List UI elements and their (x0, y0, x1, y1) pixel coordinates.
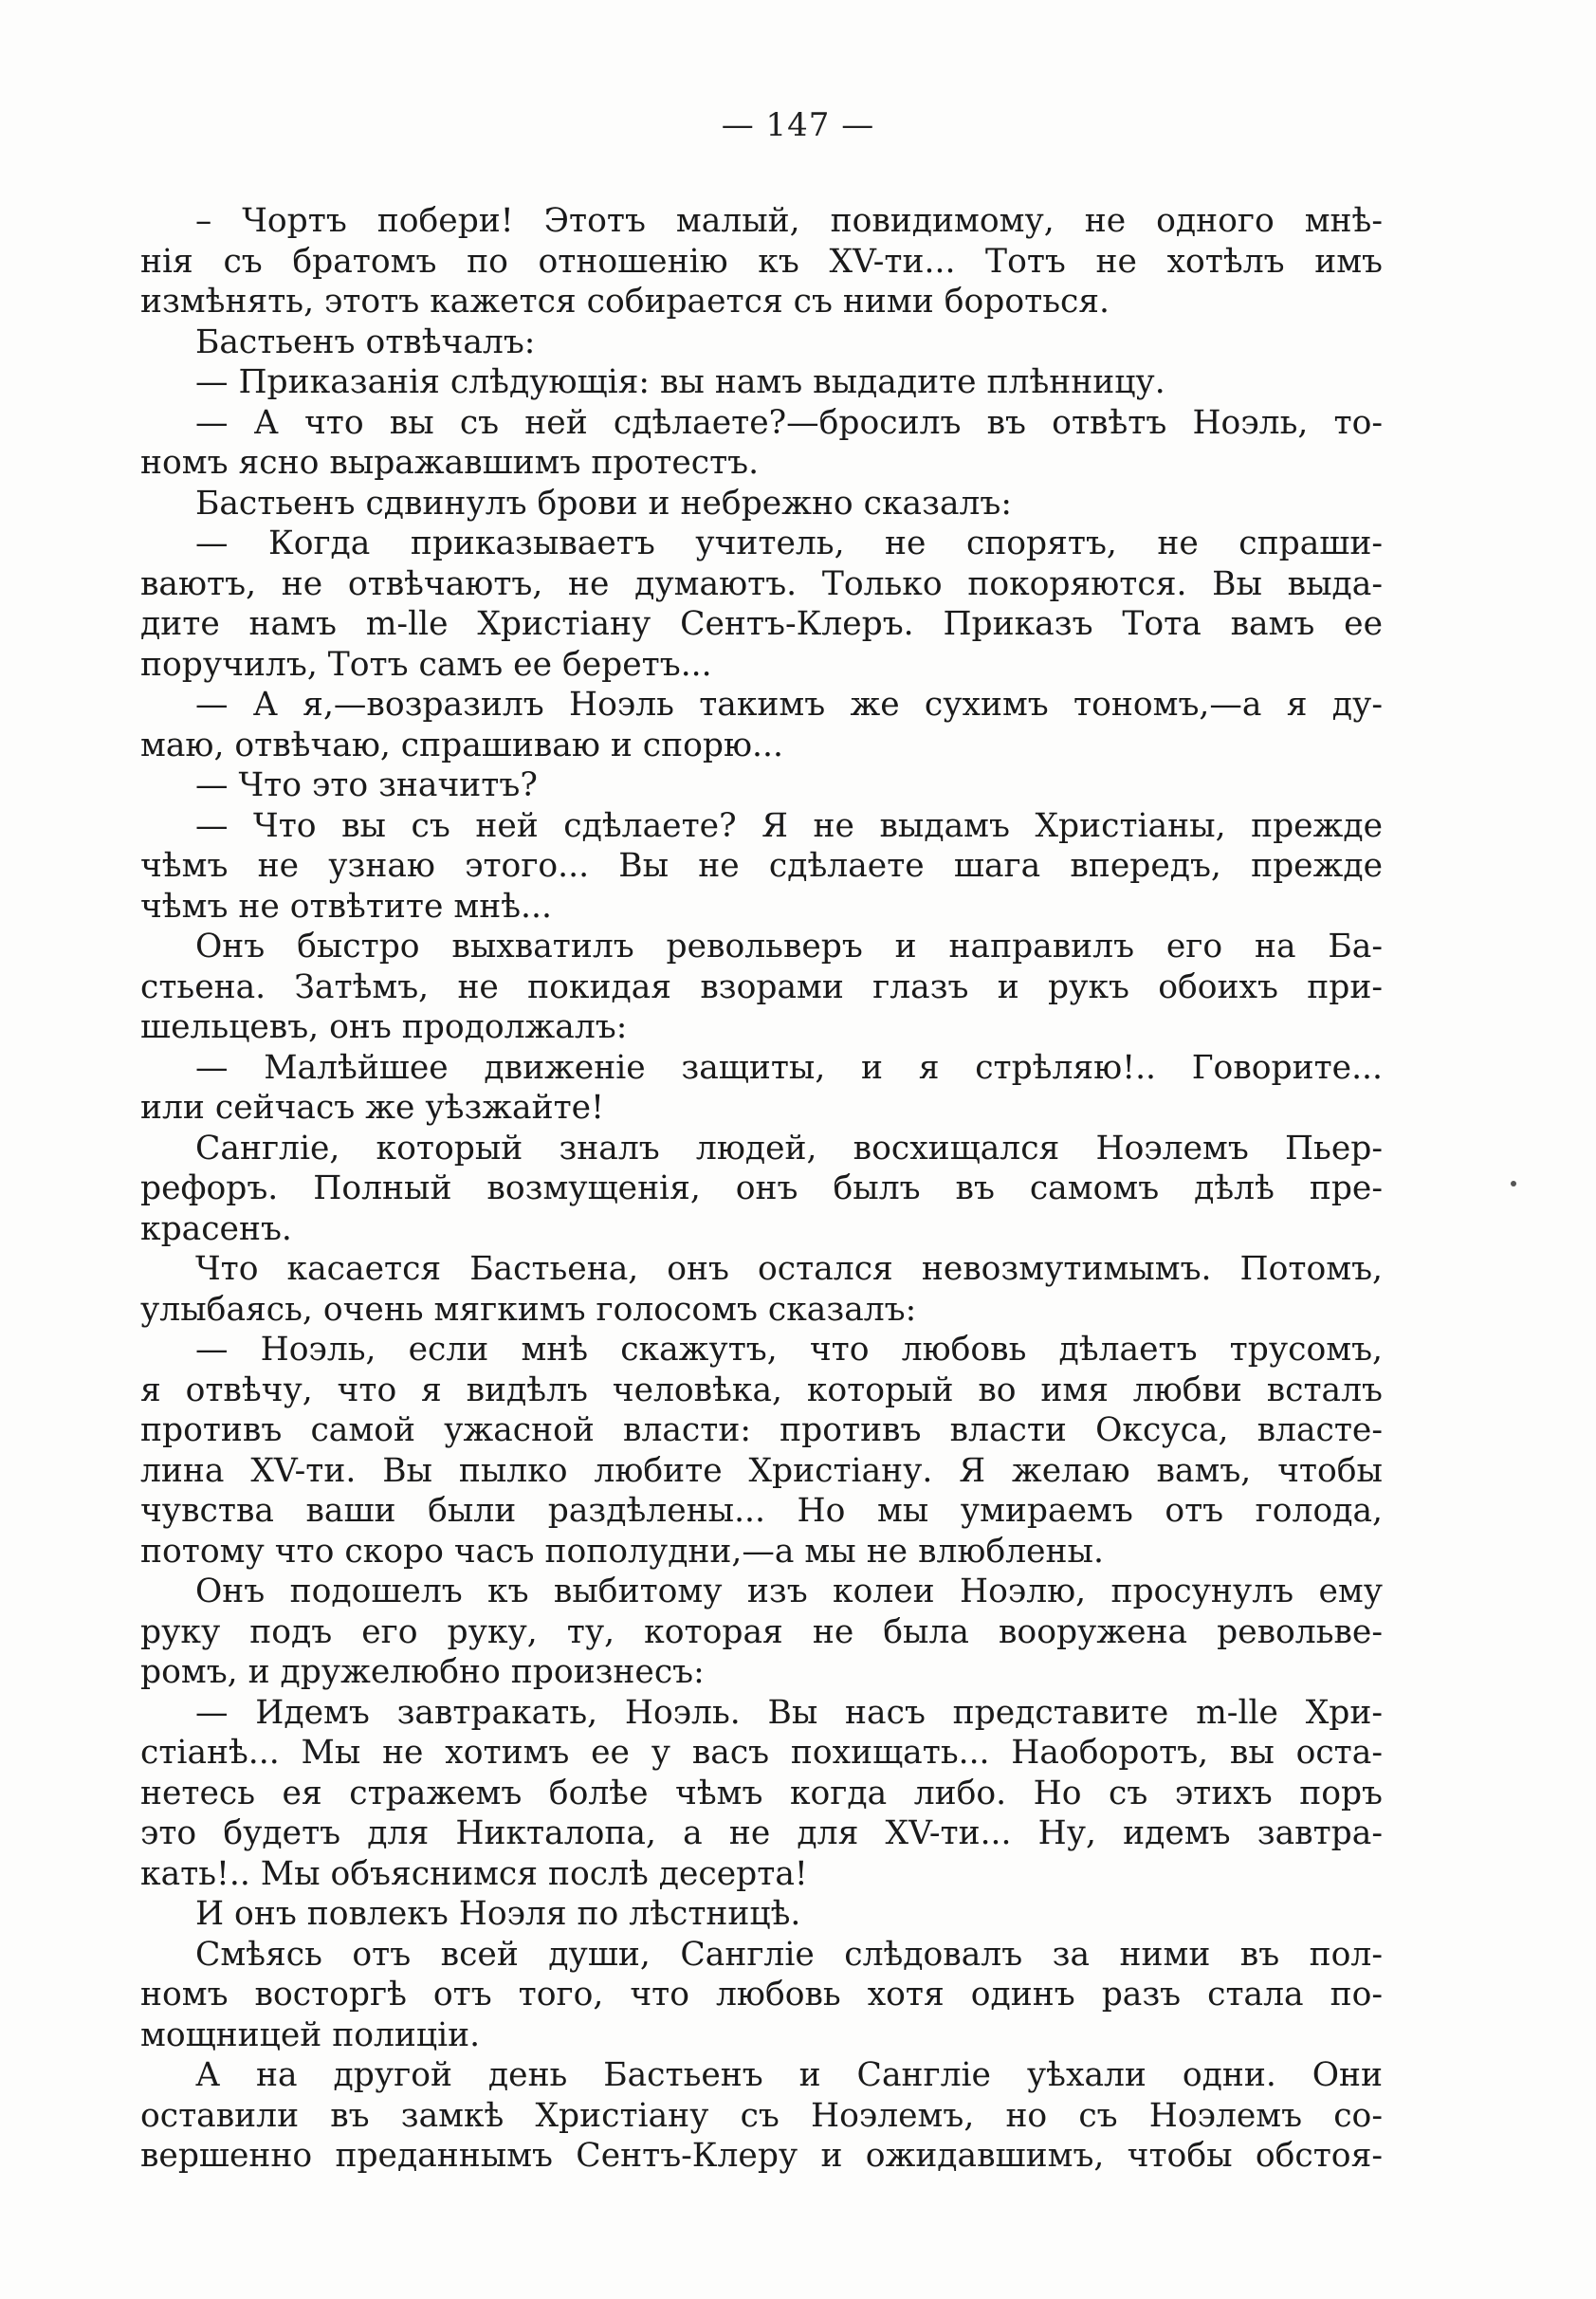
text-line: дите намъ m-lle Христіану Сентъ-Клеръ. Приказъ Тота вамъ ее (140, 605, 1383, 643)
paragraph (140, 362, 1383, 403)
text-line: улыбаясь, очень мягкимъ голосомъ сказалъ: (140, 1290, 917, 1329)
text-line: — Приказанія слѣдующія: вы намъ выдадите плѣнницу. (195, 363, 1165, 401)
text-line: маю, отвѣчаю, спрашиваю и спорю... (140, 726, 783, 764)
text-line: чувства ваши были раздѣлены... Но мы умираемъ отъ голода, (140, 1492, 1383, 1530)
text-line: нія съ братомъ по отношенію къ XV-ти... Тотъ не хотѣлъ имъ (140, 242, 1383, 281)
text-line: оставили въ замкѣ Христіану съ Ноэлемъ, но съ Ноэлемъ со- (140, 2096, 1383, 2135)
text-line: нетесь ея стражемъ болѣе чѣмъ когда либо. Но съ этихъ поръ (140, 1774, 1383, 1812)
paragraph (140, 1935, 1383, 2056)
text-line: поручилъ, Тотъ самъ ее беретъ... (140, 645, 712, 684)
paragraph (140, 1572, 1383, 1693)
text-line: — Что вы съ ней сдѣлаете? Я не выдамъ Христіаны, прежде (195, 806, 1383, 845)
text-line: чѣмъ не отвѣтите мнѣ... (140, 887, 552, 926)
paragraph (140, 1249, 1383, 1330)
text-line: шельцевъ, онъ продолжалъ: (140, 1008, 628, 1046)
paragraph (140, 1330, 1383, 1572)
text-line: — А я,—возразилъ Ноэль такимъ же сухимъ тономъ,—а я ду- (195, 686, 1383, 724)
text-line: или сейчасъ же уѣзжайте! (140, 1089, 604, 1127)
text-line: противъ самой ужасной власти: противъ власти Оксуса, власте- (140, 1411, 1383, 1449)
page-number: — 147 — (721, 106, 875, 144)
paragraph (140, 2055, 1383, 2177)
paragraph (140, 1048, 1383, 1129)
text-line: номъ ясно выражавшимъ протестъ. (140, 444, 760, 482)
text-line: – Чортъ побери! Этотъ малый, повидимому, не одного мнѣ- (195, 202, 1383, 240)
text-line: стьена. Затѣмъ, не покидая взорами глазъ и рукъ обоихъ при- (140, 967, 1383, 1006)
text-line: рефоръ. Полный возмущенія, онъ былъ въ самомъ дѣлѣ пре- (140, 1169, 1383, 1207)
text-line: номъ восторгѣ отъ того, что любовь хотя одинъ разъ стала по- (140, 1976, 1383, 2014)
paragraph (140, 927, 1383, 1048)
paragraph (140, 1693, 1383, 1895)
text-line: — Идемъ завтракать, Ноэль. Вы насъ представите m-lle Хри- (195, 1693, 1383, 1732)
text-line: стіанѣ... Мы не хотимъ ее у васъ похищать... Наоборотъ, вы оста- (140, 1734, 1383, 1772)
text-line: Сангліе, который зналъ людей, восхищался Ноэлемъ Пьер- (195, 1129, 1383, 1168)
paragraph (140, 1894, 1383, 1935)
paragraph (140, 1129, 1383, 1250)
text-line: — Малѣйшее движеніе защиты, и я стрѣляю!.. Говорите... (195, 1048, 1383, 1087)
paragraph (140, 806, 1383, 928)
paragraph (140, 322, 1383, 363)
text-line: руку подъ его руку, ту, которая не была вооружена револьве- (140, 1612, 1383, 1651)
paragraph (140, 765, 1383, 806)
paragraph (140, 201, 1383, 322)
text-line: Онъ подошелъ къ выбитому изъ колеи Ноэлю, просунулъ ему (195, 1573, 1383, 1610)
text-line: — Когда приказываетъ учитель, не спорятъ, не спраши- (195, 524, 1383, 562)
text-line: А на другой день Бастьенъ и Сангліе уѣхали одни. Они (195, 2056, 1383, 2094)
text-line: Бастьенъ отвѣчалъ: (195, 322, 536, 361)
paragraph (140, 685, 1383, 765)
paragraph (140, 524, 1383, 685)
text-line: лина XV-ти. Вы пылко любите Христіану. Я желаю вамъ, чтобы (140, 1451, 1383, 1490)
text-line: Смѣясь отъ всей души, Сангліе слѣдовалъ за ними въ пол- (195, 1935, 1383, 1974)
scan-speck (1511, 1181, 1516, 1186)
text-line: кать!.. Мы объяснимся послѣ десерта! (140, 1854, 808, 1893)
text-line: Бастьенъ сдвинулъ брови и небрежно сказалъ: (195, 484, 1013, 523)
body-text (140, 201, 1383, 2177)
text-line: вершенно преданнымъ Сентъ-Клеру и ожидавшимъ, чтобы обстоя- (140, 2137, 1383, 2175)
text-line: я отвѣчу, что я видѣлъ человѣка, который во имя любви всталъ (140, 1370, 1383, 1409)
text-line: — Ноэль, если мнѣ скажутъ, что любовь дѣлаетъ трусомъ, (195, 1331, 1383, 1369)
text-line: чѣмъ не узнаю этого... Вы не сдѣлаете шага впередъ, прежде (140, 847, 1383, 885)
text-line: красенъ. (140, 1209, 292, 1248)
text-line: мощницей полиціи. (140, 2015, 481, 2054)
text-line: это будетъ для Никталопа, а не для XV-ти... Ну, идемъ завтра- (140, 1814, 1383, 1852)
text-line: — А что вы съ ней сдѣлаете?—бросилъ въ отвѣтъ Ноэль, то- (195, 403, 1383, 442)
text-line: И онъ повлекъ Ноэля по лѣстницѣ. (195, 1895, 801, 1933)
paragraph (140, 403, 1383, 484)
paragraph (140, 484, 1383, 524)
text-line: ромъ, и дружелюбно произнесъ: (140, 1653, 705, 1691)
text-line: ваютъ, не отвѣчаютъ, не думаютъ. Только покоряются. Вы выда- (140, 564, 1383, 603)
text-line: потому что скоро часъ пополудни,—а мы не влюблены. (140, 1532, 1104, 1571)
text-line: измѣнять, этотъ кажется собирается съ ними бороться. (140, 283, 1110, 321)
text-line: Онъ быстро выхватилъ револьверъ и направилъ его на Ба- (195, 928, 1383, 966)
text-line: — Что это значитъ? (195, 766, 538, 804)
text-line: Что касается Бастьена, онъ остался невозмутимымъ. Потомъ, (195, 1250, 1383, 1288)
